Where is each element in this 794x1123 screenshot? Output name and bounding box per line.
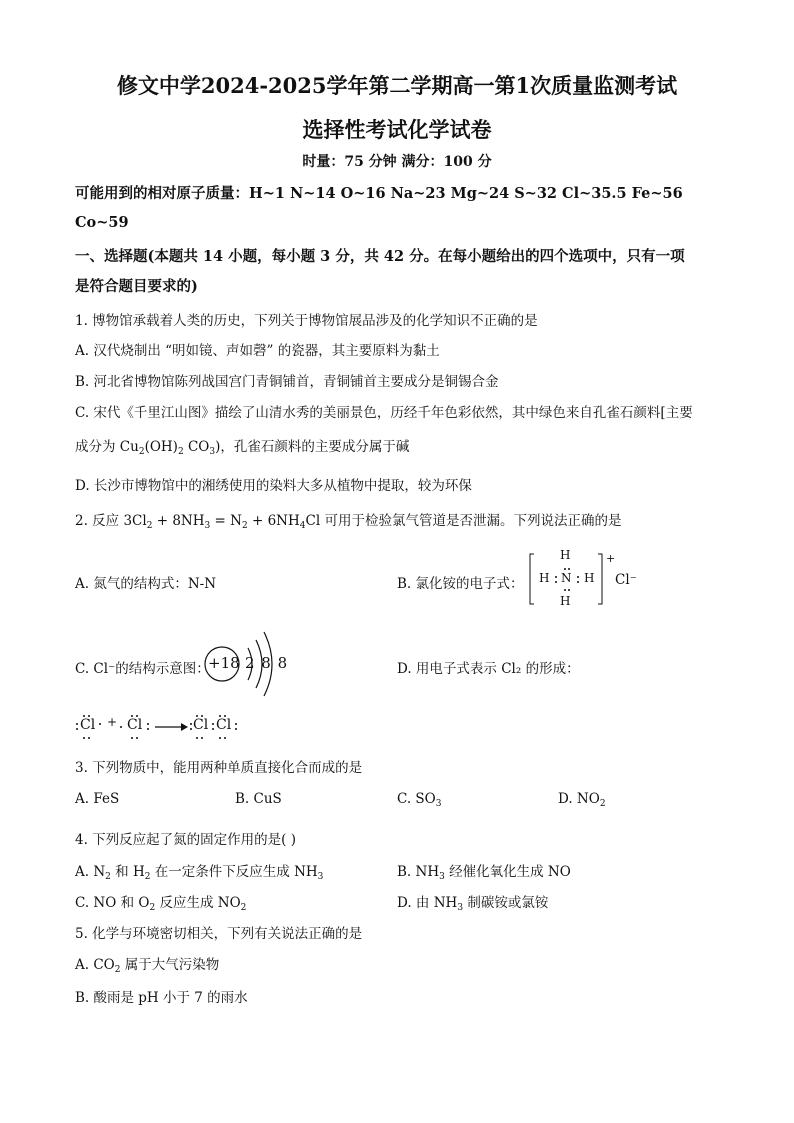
q4-stem: 4. 下列反应起了氮的固定作用的是( ) xyxy=(75,832,296,848)
q1-option-a: A. 汉代烧制出 “明如镜、声如磬” 的瓷器，其主要原料为黏土 xyxy=(75,343,440,359)
plus-sign: + xyxy=(107,715,118,729)
h-left: H xyxy=(539,571,550,585)
section-heading: 一、选择题(本题共 14 小题，每小题 3 分，共 42 分。在每小题给出的四个选项中，只有一项 xyxy=(75,248,685,265)
shell-electrons: 2 8 8 xyxy=(245,654,289,672)
q1-stem: 1. 博物馆承载着人类的历史，下列关于博物馆展品涉及的化学知识不正确的是 xyxy=(75,313,538,329)
exam-subtitle: 选择性考试化学试卷 xyxy=(302,117,492,142)
q3-stem: 3. 下列物质中，能用两种单质直接化合而成的是 xyxy=(75,760,363,776)
q3-option-b: B. CuS xyxy=(235,791,282,807)
cl-atom-1: Cl xyxy=(80,717,96,733)
h-bottom: H xyxy=(560,594,571,608)
q1-option-c-cont: 成分为 $Cu_2(OH)_2$ $CO_3$)，孔雀石颜料的主要成分属于碱 xyxy=(75,439,410,457)
q3-option-c: C. $SO_3$ xyxy=(397,791,442,809)
q1-option-c: C. 宋代《千里江山图》描绘了山清水秀的美丽景色，历经千年色彩依然，其中绿色来自孔雀石颜料[主要 xyxy=(75,405,693,421)
nucleus-charge: +18 xyxy=(208,654,240,672)
h-top: H xyxy=(560,548,571,562)
q2-option-c-label: C. Cl⁻的结构示意图： xyxy=(75,661,210,677)
q4-option-d: D. 由 $NH_3$ 制碳铵或氯铵 xyxy=(397,895,549,913)
chloride-ion: Cl⁻ xyxy=(615,572,637,588)
q4-option-c: C. NO 和 $O_2$ 反应生成 $NO_2$ xyxy=(75,895,247,913)
exam-title: 修文中学2024-2025学年第二学期高一第1次质量监测考试 xyxy=(116,73,678,98)
chloride-structure-diagram xyxy=(198,628,298,700)
q4-option-b: B. $NH_3$ 经催化氧化生成 NO xyxy=(397,864,571,882)
ammonium-electron-formula xyxy=(528,548,608,610)
h-right: H xyxy=(584,571,595,585)
q4-option-a: A. $N_2$ 和 $H_2$ 在一定条件下反应生成 $NH_3$ xyxy=(75,864,324,882)
q3-option-a: A. FeS xyxy=(75,791,120,807)
q3-option-d: D. $NO_2$ xyxy=(558,791,606,809)
q2-option-a: A. 氮气的结构式：N-N xyxy=(75,576,217,592)
q1-option-d: D. 长沙市博物馆中的湘绣使用的染料大多从植物中提取，较为环保 xyxy=(75,478,472,494)
cl-atom-2: Cl xyxy=(127,717,143,733)
section-heading-cont: 是符合题目要求的) xyxy=(75,278,198,295)
cl-product-2: Cl xyxy=(216,717,232,733)
atomic-masses: 可能用到的相对原子质量：H~1 N~14 O~16 Na~23 Mg~24 S~32 Cl~35.5 Fe~56 xyxy=(75,185,683,202)
atomic-masses-cont: Co~59 xyxy=(75,214,129,231)
q2-option-d-label: D. 用电子式表示 Cl₂ 的形成： xyxy=(397,661,580,677)
q1-option-b: B. 河北省博物馆陈列战国宫门青铜铺首，青铜铺首主要成分是铜锡合金 xyxy=(75,374,499,390)
q5-option-a: A. $CO_2$ 属于大气污染物 xyxy=(75,957,220,975)
cl-product-1: Cl xyxy=(193,717,209,733)
cl2-formation-diagram xyxy=(75,712,255,742)
q5-option-b: B. 酸雨是 pH 小于 7 的雨水 xyxy=(75,990,248,1006)
n-atom: N xyxy=(561,571,572,585)
time-score: 时量：75 分钟 满分：100 分 xyxy=(302,154,492,170)
ammonium-charge: + xyxy=(606,552,616,565)
q2-option-b-label: B. 氯化铵的电子式： xyxy=(397,576,524,592)
q2-stem: 2. 反应 $3Cl_2 + 8NH_3 = N_2 + 6NH_4Cl$ 可用于检验氯气管道是否泄漏。下列说法正确的是 xyxy=(75,513,622,531)
q5-stem: 5. 化学与环境密切相关，下列有关说法正确的是 xyxy=(75,926,363,942)
